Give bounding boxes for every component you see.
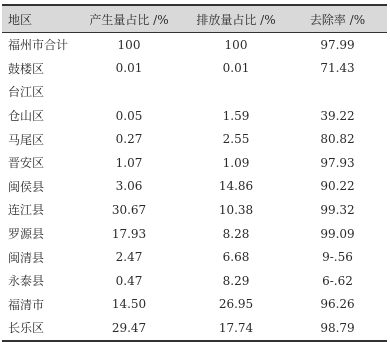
emission-share-cell: 6.68 <box>222 250 250 265</box>
data-table <box>2 4 387 342</box>
region-cell: 罗源县 <box>8 227 45 242</box>
production-share-cell: 3.06 <box>115 179 143 194</box>
production-share-cell: 0.01 <box>115 61 143 76</box>
emission-share-cell: 1.59 <box>222 108 250 123</box>
table-row <box>2 198 387 222</box>
region-cell: 福州市合计 <box>8 38 69 53</box>
removal-rate-cell: 99.32 <box>320 202 355 217</box>
removal-rate-cell: 98.79 <box>288 316 387 341</box>
header-row <box>2 5 387 33</box>
region-cell: 长乐区 <box>2 316 74 341</box>
emission-share-cell: 2.55 <box>222 132 250 147</box>
header-removal-rate: 去除率 /% <box>288 5 387 33</box>
production-share-cell: 29.47 <box>74 316 184 341</box>
region-cell: 永泰县 <box>8 274 45 289</box>
production-share-cell: 0.27 <box>115 132 143 147</box>
region-cell: 台江区 <box>8 85 45 100</box>
emission-share-cell: 100 <box>224 37 248 52</box>
production-share-cell <box>74 80 184 104</box>
emission-share-cell <box>184 80 288 104</box>
removal-rate-cell: 96.26 <box>320 297 355 312</box>
removal-rate-cell: 6-.62 <box>322 273 353 288</box>
removal-rate-cell: 99.09 <box>320 226 355 241</box>
header-emission-share: 排放量占比 /% <box>184 5 288 33</box>
emission-share-cell: 8.28 <box>222 226 250 241</box>
table-row <box>2 80 387 104</box>
emission-share-cell: 14.86 <box>218 179 254 194</box>
region-cell: 马尾区 <box>8 132 45 147</box>
table-row <box>2 293 387 317</box>
emission-share-cell: 0.01 <box>222 61 250 76</box>
table-row <box>2 316 387 341</box>
removal-rate-cell: 80.82 <box>320 132 355 147</box>
removal-rate-cell: 9-.56 <box>322 250 353 265</box>
production-share-cell: 14.50 <box>111 297 147 312</box>
production-share-cell: 0.05 <box>115 108 143 123</box>
emission-share-cell: 26.95 <box>218 297 254 312</box>
removal-rate-cell <box>288 80 387 104</box>
production-share-cell: 100 <box>117 37 141 52</box>
data-table-container <box>2 4 387 342</box>
table-row <box>2 269 387 293</box>
table-row <box>2 127 387 151</box>
removal-rate-cell: 97.93 <box>320 155 355 170</box>
region-cell: 仓山区 <box>8 109 45 124</box>
table-row <box>2 245 387 269</box>
emission-share-cell: 10.38 <box>218 202 254 217</box>
removal-rate-cell: 39.22 <box>320 108 355 123</box>
table-row <box>2 151 387 175</box>
region-cell: 晋安区 <box>8 156 45 171</box>
table-row <box>2 33 387 57</box>
header-region: 地区 <box>2 5 74 33</box>
removal-rate-cell: 71.43 <box>320 61 355 76</box>
production-share-cell: 2.47 <box>115 250 143 265</box>
header-production-share: 产生量占比 /% <box>74 5 184 33</box>
table-row <box>2 104 387 128</box>
table-row <box>2 57 387 81</box>
production-share-cell: 0.47 <box>115 273 143 288</box>
region-cell: 福清市 <box>8 297 45 312</box>
emission-share-cell: 17.74 <box>184 316 288 341</box>
removal-rate-cell: 90.22 <box>320 179 355 194</box>
region-cell: 闽清县 <box>8 250 45 265</box>
table-row <box>2 222 387 246</box>
removal-rate-cell: 97.99 <box>320 37 355 52</box>
region-cell: 闽侯县 <box>8 179 45 194</box>
region-cell: 鼓楼区 <box>8 61 45 76</box>
region-cell: 连江县 <box>8 203 45 218</box>
emission-share-cell: 8.29 <box>222 273 250 288</box>
production-share-cell: 30.67 <box>111 202 147 217</box>
table-row <box>2 175 387 199</box>
production-share-cell: 17.93 <box>111 226 147 241</box>
table-header <box>2 5 387 33</box>
emission-share-cell: 1.09 <box>222 155 250 170</box>
table-body <box>2 33 387 341</box>
production-share-cell: 1.07 <box>115 155 143 170</box>
